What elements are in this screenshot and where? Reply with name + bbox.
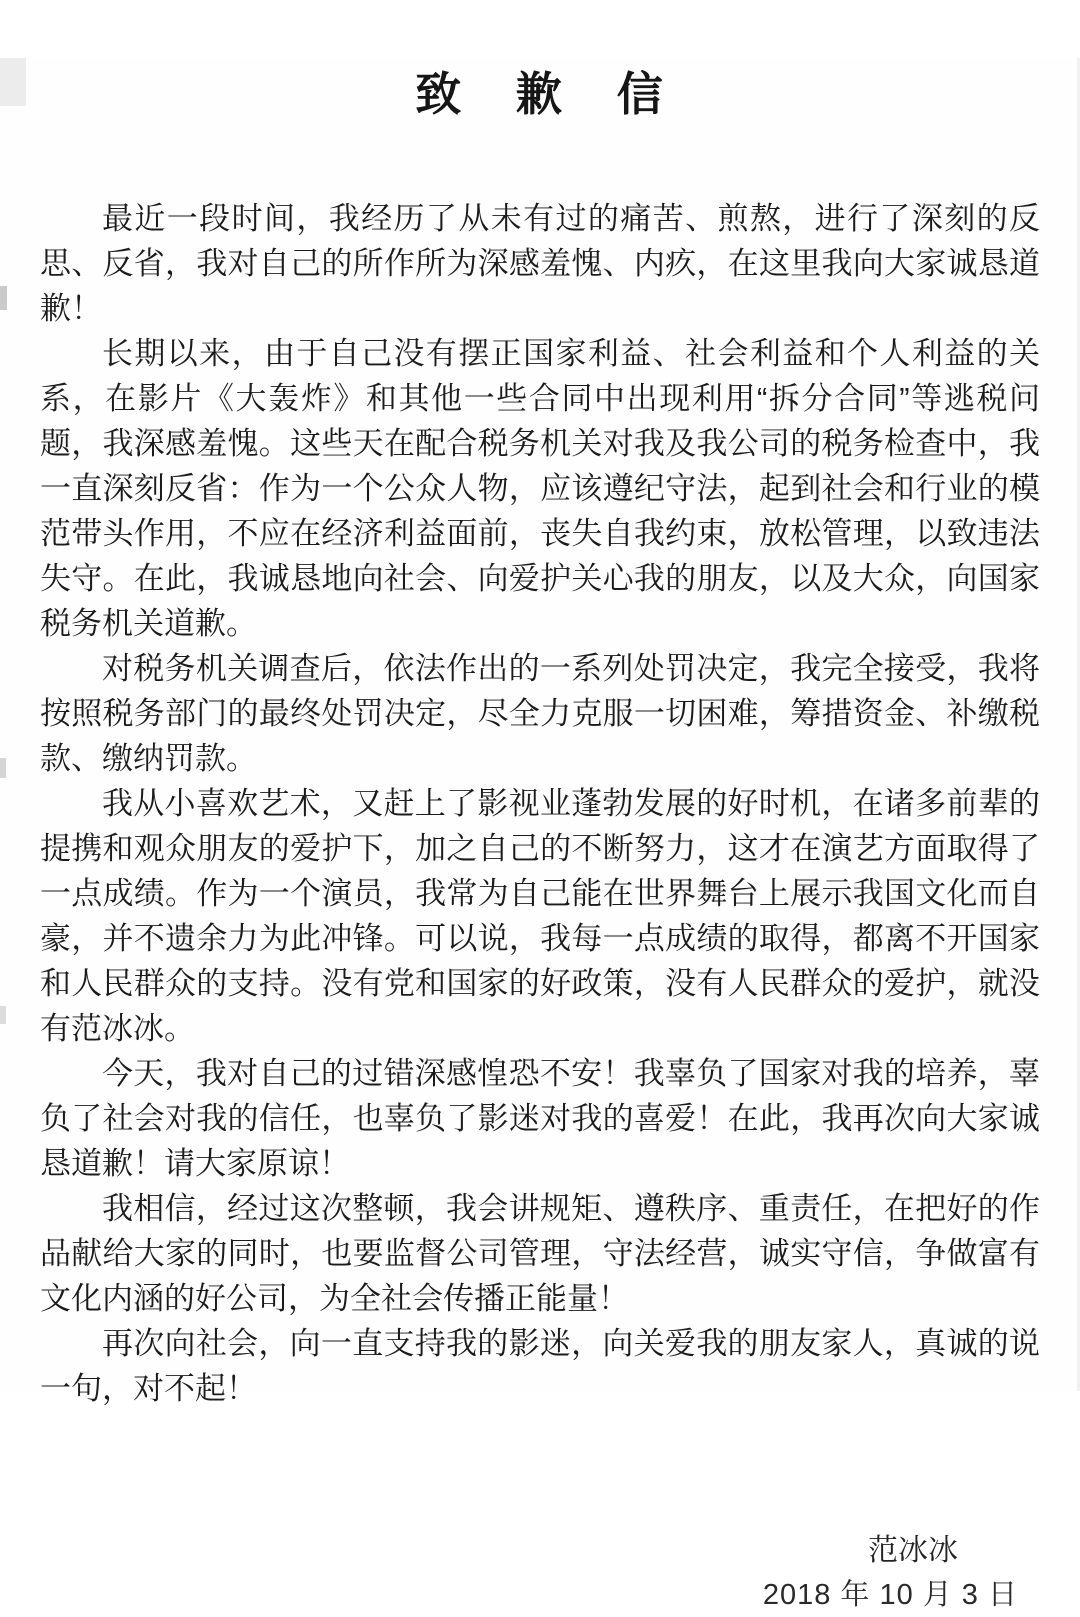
- letter-paragraph: 我从小喜欢艺术，又赶上了影视业蓬勃发展的好时机，在诸多前辈的提携和观众朋友的爱护下，加之自己的不断努力，这才在演艺方面取得了一点成绩。作为一个演员，我常为自己能在世界舞台上展示我国文化而自豪，并不遗余力为此冲锋。可以说，我每一点成绩的取得，都离不开国家和人民群众的支持。没有党和国家的好政策，没有人民群众的爱护，就没有范冰冰。: [40, 786, 1040, 1046]
- letter-paragraph: 今天，我对自己的过错深感惶恐不安！我辜负了国家对我的培养，辜负了社会对我的信任，也辜负了影迷对我的喜爱！在此，我再次向大家诚恳道歉！请大家原谅！: [40, 1056, 1040, 1181]
- scan-artifact-mark: [0, 286, 7, 310]
- letter-paragraph: 再次向社会，向一直支持我的影迷，向关爱我的朋友家人，真诚的说一句，对不起！: [40, 1326, 1040, 1406]
- scan-artifact-mark: [0, 758, 6, 778]
- letter-paragraph: 最近一段时间，我经历了从未有过的痛苦、煎熬，进行了深刻的反思、反省，我对自己的所作所为深感羞愧、内疚，在这里我向大家诚恳道歉！: [40, 201, 1040, 326]
- signature-date: 2018 年 10 月 3 日: [762, 1579, 1018, 1611]
- letter-paragraph: 对税务机关调查后，依法作出的一系列处罚决定，我完全接受，我将按照税务部门的最终处罚决定，尽全力克服一切困难，筹措资金、补缴税款、缴纳罚款。: [40, 651, 1040, 776]
- signature-name: 范冰冰: [868, 1534, 958, 1567]
- letter-paragraph: 我相信，经过这次整顿，我会讲规矩、遵秩序、重责任，在把好的作品献给大家的同时，也要监督公司管理，守法经营，诚实守信，争做富有文化内涵的好公司，为全社会传播正能量！: [40, 1191, 1040, 1316]
- letter-paragraph: 长期以来，由于自己没有摆正国家利益、社会利益和个人利益的关系，在影片《大轰炸》和其他一些合同中出现利用“拆分合同”等逃税问题，我深感羞愧。这些天在配合税务机关对我及我公司的税务检查中，我一直深刻反省：作为一个公众人物，应该遵纪守法，起到社会和行业的模范带头作用，不应在经济利益面前，丧失自我约束，放松管理，以致违法失守。在此，我诚恳地向社会、向爱护关心我的朋友，以及大众，向国家税务机关道歉。: [40, 336, 1040, 641]
- signature-block: [0, 1529, 1080, 1617]
- apology-letter-page: [0, 58, 1080, 1611]
- letter-title: 致 歉 信: [415, 68, 665, 120]
- letter-body: [40, 196, 1040, 1411]
- scan-artifact-mark: [0, 1006, 6, 1024]
